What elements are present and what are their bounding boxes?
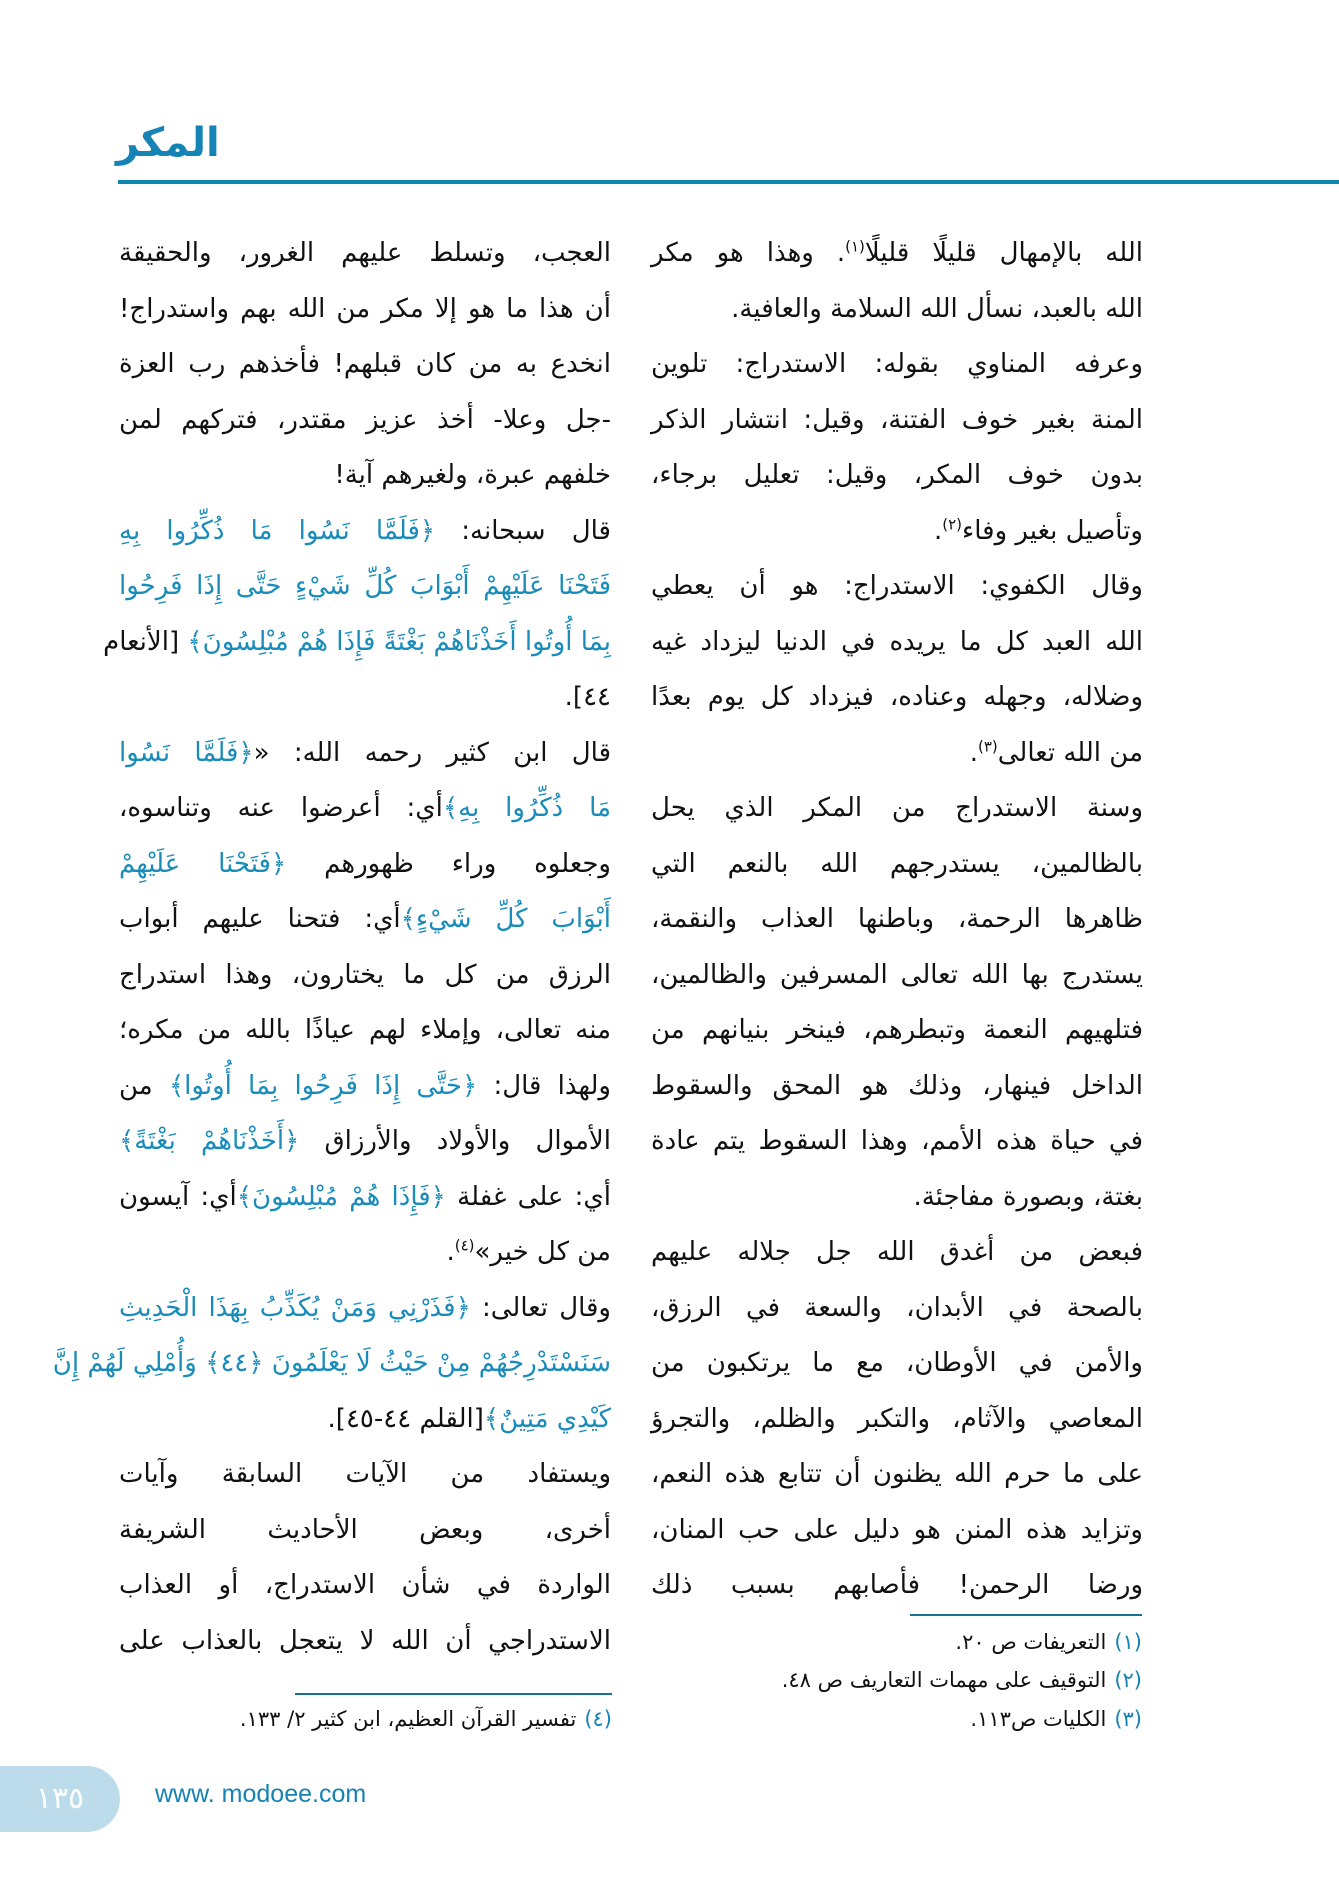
text-line xyxy=(119,393,611,449)
quran-verse: سَنَسْتَدْرِجُهُمْ مِنْ حَيْثُ لَا يَعْلَمُونَ ﴿٤٤﴾ وَأُمْلِي لَهُمْ إِنَّ xyxy=(52,1348,611,1378)
quran-verse: بِمَا أُوتُوا أَخَذْنَاهُمْ بَغْتَةً فَإِذَا هُمْ مُبْلِسُونَ﴾ xyxy=(187,626,611,657)
text-line xyxy=(651,1003,1143,1059)
body-text: وقال الكفوي: الاستدراج: هو أن يعطي xyxy=(651,571,1143,601)
body-text: ٤٤]. xyxy=(564,682,611,712)
text-line xyxy=(651,1059,1143,1115)
body-text: ويستفاد من الآيات السابقة وآيات xyxy=(119,1459,611,1489)
body-text: ولهذا قال: xyxy=(477,1070,611,1101)
body-text: الأموال والأولاد والأرزاق xyxy=(299,1126,611,1156)
text-line xyxy=(651,282,1143,338)
body-text: -جل وعلا- أخذ عزيز مقتدر، فتركهم لمن xyxy=(119,404,611,435)
text-line xyxy=(119,1170,611,1226)
footnote-reference: (٤) xyxy=(454,1236,475,1255)
page-number-badge: ١٣٥ xyxy=(0,1766,120,1832)
body-text: . xyxy=(933,515,943,546)
body-text: الله بالعبد، نسأل الله السلامة والعافية. xyxy=(731,293,1143,324)
body-text: ورضا الرحمن! فأصابهم بسبب ذلك xyxy=(651,1570,1143,1600)
text-line xyxy=(119,1558,611,1614)
footnote-1 xyxy=(955,1630,1142,1654)
body-text: انخدع به من كان قبلهم! فأخذهم رب العزة xyxy=(119,349,611,379)
footnote-separator-left xyxy=(295,1693,612,1695)
body-text: فتلهيهم النعمة وتبطرهم، فينخر بنيانهم من xyxy=(651,1015,1143,1045)
footnote-text: التعريفات ص ٢٠. xyxy=(955,1630,1107,1654)
text-line xyxy=(651,337,1143,393)
body-text: الداخل فينهار، وذلك هو المحق والسقوط xyxy=(651,1070,1143,1101)
footnote-text: تفسير القرآن العظيم، ابن كثير ٢/ ١٣٣. xyxy=(239,1707,577,1731)
text-line xyxy=(651,1336,1143,1392)
left-text-column xyxy=(52,226,612,1669)
text-line xyxy=(651,1281,1143,1337)
body-text: بغتة، وبصورة مفاجئة. xyxy=(913,1181,1143,1212)
text-line xyxy=(119,726,611,782)
text-line xyxy=(119,1114,611,1170)
body-text: أخرى، وبعض الأحاديث الشريفة xyxy=(119,1514,611,1545)
text-line xyxy=(651,1503,1143,1559)
body-text: وقال تعالى: xyxy=(470,1292,611,1323)
body-text: [القلم ٤٤-٤٥]. xyxy=(327,1403,484,1434)
body-text: المنة بغير خوف الفتنة، وقيل: انتشار الذكر xyxy=(651,404,1143,435)
body-text: [الأنعام xyxy=(103,626,188,657)
body-text: أي: على غفلة xyxy=(445,1181,612,1212)
body-text: فبعض من أغدق الله جل جلاله عليهم xyxy=(651,1237,1143,1267)
text-line xyxy=(119,1447,611,1503)
text-line xyxy=(119,282,611,338)
body-text: والأمن في الأوطان، مع ما يرتكبون من xyxy=(651,1348,1143,1378)
text-line xyxy=(651,615,1143,671)
body-text: خلفهم عبرة، ولغيرهم آية! xyxy=(334,460,611,490)
body-text: يستدرج بها الله تعالى المسرفين والظالمين، xyxy=(651,959,1143,990)
text-line xyxy=(119,1225,611,1281)
body-text: بدون خوف المكر، وقيل: تعليل برجاء، xyxy=(651,460,1143,490)
text-line xyxy=(119,1614,611,1670)
body-text: الواردة في شأن الاستدراج، أو العذاب xyxy=(119,1570,611,1600)
footnote-number: (٢) xyxy=(1114,1668,1142,1692)
body-text: العجب، وتسلط عليهم الغرور، والحقيقة xyxy=(119,238,611,268)
body-text: أي: أعرضوا عنه وتناسوه، xyxy=(119,793,443,823)
text-line xyxy=(651,1447,1143,1503)
footnote-reference: (٢) xyxy=(942,514,963,533)
footnote-reference: (٣) xyxy=(977,736,998,755)
quran-verse: فَتَحْنَا عَلَيْهِمْ أَبْوَابَ كُلِّ شَيْءٍ حَتَّى إِذَا فَرِحُوا xyxy=(119,571,611,601)
text-line xyxy=(651,781,1143,837)
text-line xyxy=(119,1003,611,1059)
body-text: على ما حرم الله يظنون أن تتابع هذه النعم، xyxy=(651,1459,1143,1489)
body-text: وجعلوه وراء ظهورهم xyxy=(286,848,611,879)
text-line xyxy=(119,837,611,893)
text-line xyxy=(103,615,611,671)
body-text: المعاصي والآثام، والتكبر والظلم، والتجرؤ xyxy=(651,1403,1143,1434)
quran-verse: مَا ذُكِّرُوا بِهِ﴾ xyxy=(442,793,611,823)
text-line xyxy=(651,948,1143,1004)
text-line xyxy=(651,892,1143,948)
footnote-3 xyxy=(970,1707,1142,1731)
text-line xyxy=(119,1503,611,1559)
footnote-text: الكليات ص١١٣. xyxy=(970,1707,1107,1731)
text-line xyxy=(119,1059,611,1115)
quran-verse: ﴿فَلَمَّا نَسُوا xyxy=(119,737,254,768)
text-line xyxy=(651,226,1143,282)
body-text: من xyxy=(119,1070,169,1101)
text-line xyxy=(651,670,1143,726)
footnote-number: (١) xyxy=(1114,1630,1142,1654)
footnote-number: (٤) xyxy=(584,1707,612,1731)
footnote-2 xyxy=(782,1668,1142,1692)
website-link[interactable]: www. modoee.com xyxy=(155,1780,367,1808)
quran-verse: ﴿فَلَمَّا نَسُوا مَا ذُكِّرُوا بِهِ xyxy=(119,515,436,546)
text-line xyxy=(52,1336,611,1392)
body-text: وتأصيل بغير وفاء xyxy=(962,515,1143,546)
header-rule xyxy=(118,180,1339,184)
body-text: الاستدراجي أن الله لا يتعجل بالعذاب على xyxy=(119,1625,611,1656)
text-line xyxy=(119,226,611,282)
text-line xyxy=(651,393,1143,449)
text-line xyxy=(119,948,611,1004)
text-line xyxy=(651,726,1143,782)
text-line xyxy=(651,1170,1143,1226)
quran-verse: ﴿فَإِذَا هُمْ مُبْلِسُونَ﴾ xyxy=(236,1181,446,1212)
body-text: بالظالمين، يستدرجهم الله بالنعم التي xyxy=(651,848,1143,879)
quran-verse: ﴿فَذَرْنِي وَمَنْ يُكَذِّبُ بِهَذَا الْحَدِيثِ xyxy=(119,1292,471,1323)
quran-verse: ﴿حَتَّى إِذَا فَرِحُوا بِمَا أُوتُوا﴾ xyxy=(168,1070,478,1101)
body-text: وعرفه المناوي بقوله: الاستدراج: تلوين xyxy=(651,349,1143,379)
text-line xyxy=(119,670,611,726)
text-line xyxy=(119,504,611,560)
quran-verse: كَيْدِي مَتِينٌ﴾ xyxy=(483,1403,611,1434)
body-text: وسنة الاستدراج من المكر الذي يحل xyxy=(651,793,1143,823)
footnote-text: التوقيف على مهمات التعاريف ص ٤٨. xyxy=(781,1668,1107,1692)
text-line xyxy=(651,1558,1143,1614)
text-line xyxy=(119,559,611,615)
text-line xyxy=(651,448,1143,504)
body-text: من الله تعالى xyxy=(997,737,1143,768)
footnote-number: (٣) xyxy=(1114,1707,1142,1731)
text-line xyxy=(651,1392,1143,1448)
body-text: الله بالإمهال قليلًا قليلًا xyxy=(864,238,1143,268)
body-text: في حياة هذه الأمم، وهذا السقوط يتم عادة xyxy=(651,1126,1143,1156)
text-line xyxy=(119,781,611,837)
text-line xyxy=(651,504,1143,560)
text-line xyxy=(651,559,1143,615)
chapter-title: المكر xyxy=(116,120,220,166)
text-line xyxy=(119,448,611,504)
body-text: . xyxy=(446,1237,455,1267)
body-text: ظاهرها الرحمة، وباطنها العذاب والنقمة، xyxy=(651,904,1143,934)
body-text: قال ابن كثير رحمه الله: « xyxy=(253,737,611,768)
body-text: أن هذا ما هو إلا مكر من الله بهم واستدراج! xyxy=(119,293,611,324)
text-line xyxy=(651,1114,1143,1170)
body-text: وتزايد هذه المنن هو دليل على حب المنان، xyxy=(651,1514,1143,1545)
footnote-4 xyxy=(240,1707,612,1731)
text-line xyxy=(119,892,611,948)
text-line xyxy=(651,837,1143,893)
body-text: الرزق من كل ما يختارون، وهذا استدراج xyxy=(119,959,611,990)
text-line xyxy=(119,1281,611,1337)
body-text: وضلاله، وجهله وعناده، فيزداد كل يوم بعدًا xyxy=(651,682,1143,712)
quran-verse: ﴿أَخَذْنَاهُمْ بَغْتَةً﴾ xyxy=(119,1126,300,1156)
body-text: قال سبحانه: xyxy=(435,515,611,546)
body-text: أي: آيسون xyxy=(119,1181,237,1212)
footnote-separator-right xyxy=(910,1614,1142,1616)
body-text: من كل خير» xyxy=(474,1237,611,1267)
text-line xyxy=(651,1225,1143,1281)
quran-verse: ﴿فَتَحْنَا عَلَيْهِمْ xyxy=(119,848,287,879)
right-text-column xyxy=(651,226,1143,1614)
body-text: الله العبد كل ما يريده في الدنيا ليزداد غيه xyxy=(651,626,1143,657)
footnote-reference: (١) xyxy=(845,237,865,256)
body-text: أي: فتحنا عليهم أبواب xyxy=(119,904,401,934)
quran-verse: أَبْوَابَ كُلِّ شَيْءٍ﴾ xyxy=(400,904,611,934)
body-text: منه تعالى، وإملاء لهم عياذًا بالله من مكره؛ xyxy=(119,1015,611,1045)
body-text: بالصحة في الأبدان، والسعة في الرزق، xyxy=(651,1292,1143,1323)
body-text: . xyxy=(969,737,978,768)
body-text: . وهذا هو مكر xyxy=(651,238,846,268)
text-line xyxy=(119,1392,611,1448)
text-line xyxy=(119,337,611,393)
